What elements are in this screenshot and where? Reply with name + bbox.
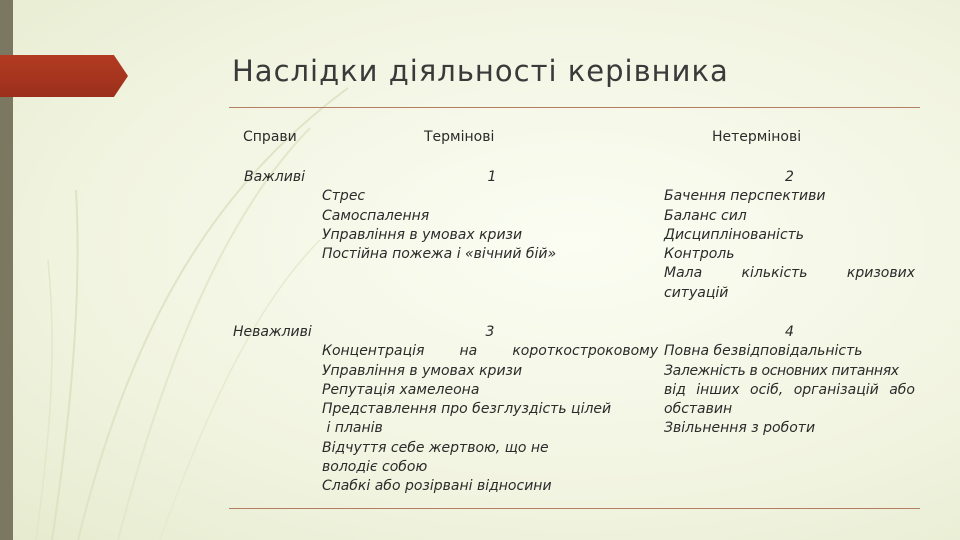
quadrant-number: 4 (785, 324, 794, 340)
list-item: Слабкі або розірвані відносини (322, 478, 552, 495)
list-item: Звільнення з роботи (664, 420, 816, 437)
list-item: Бачення перспективи (664, 188, 826, 205)
slide-title: Наслідки діяльності керівника (232, 54, 729, 88)
title-accent-arrow (0, 55, 128, 97)
word: організацій (793, 381, 879, 398)
quadrant-number: 3 (485, 324, 495, 340)
list-item-justified (322, 342, 658, 361)
word: або (889, 381, 915, 398)
list-item: Управління в умовах кризи (322, 362, 523, 379)
header-urgent: Термінові (424, 129, 495, 145)
header-cases: Справи (243, 129, 297, 145)
quadrant-1 (322, 168, 662, 264)
list-item: Представлення про безглуздість цілей (322, 401, 612, 418)
word: на (459, 343, 478, 360)
list-item: Дисциплінованість (664, 226, 805, 243)
word: кризових (846, 265, 915, 282)
word: короткостроковому (512, 343, 658, 360)
list-item: Постійна пожежа і «вічний бій» (322, 246, 557, 263)
row-label-unimportant: Неважливі (233, 324, 312, 340)
quadrant-number: 1 (487, 169, 497, 185)
list-item: ситуацій (664, 284, 729, 301)
quadrant-4 (664, 323, 915, 439)
list-item-justified (664, 264, 915, 283)
top-divider (229, 107, 920, 108)
header-nonurgent: Нетермінові (712, 129, 802, 145)
list-item: обставин (664, 401, 733, 418)
word: Мала (664, 265, 703, 282)
list-item: володіє собою (322, 459, 428, 476)
word: від (664, 381, 686, 398)
word: осіб, (750, 381, 784, 398)
quadrant-number: 2 (785, 169, 794, 185)
list-item: Репутація хамелеона (322, 381, 480, 398)
row-label-important: Важливі (244, 169, 305, 185)
bottom-divider (229, 508, 920, 509)
quadrant-3 (322, 323, 658, 497)
list-item: і планів (322, 420, 383, 437)
list-item: Залежність в основних питаннях (664, 362, 899, 379)
quadrant-2 (664, 168, 915, 303)
list-item: Управління в умовах кризи (322, 226, 523, 243)
list-item: Баланс сил (664, 207, 747, 224)
list-item: Самоспалення (322, 207, 430, 224)
word: кількість (741, 265, 808, 282)
word: Концентрація (322, 343, 425, 360)
list-item: Повна безвідповідальність (664, 343, 863, 360)
list-item: Стрес (322, 188, 366, 205)
list-item: Контроль (664, 246, 735, 263)
list-item: Відчуття себе жертвою, що не (322, 439, 549, 456)
list-item-justified (664, 381, 915, 400)
word: інших (696, 381, 740, 398)
